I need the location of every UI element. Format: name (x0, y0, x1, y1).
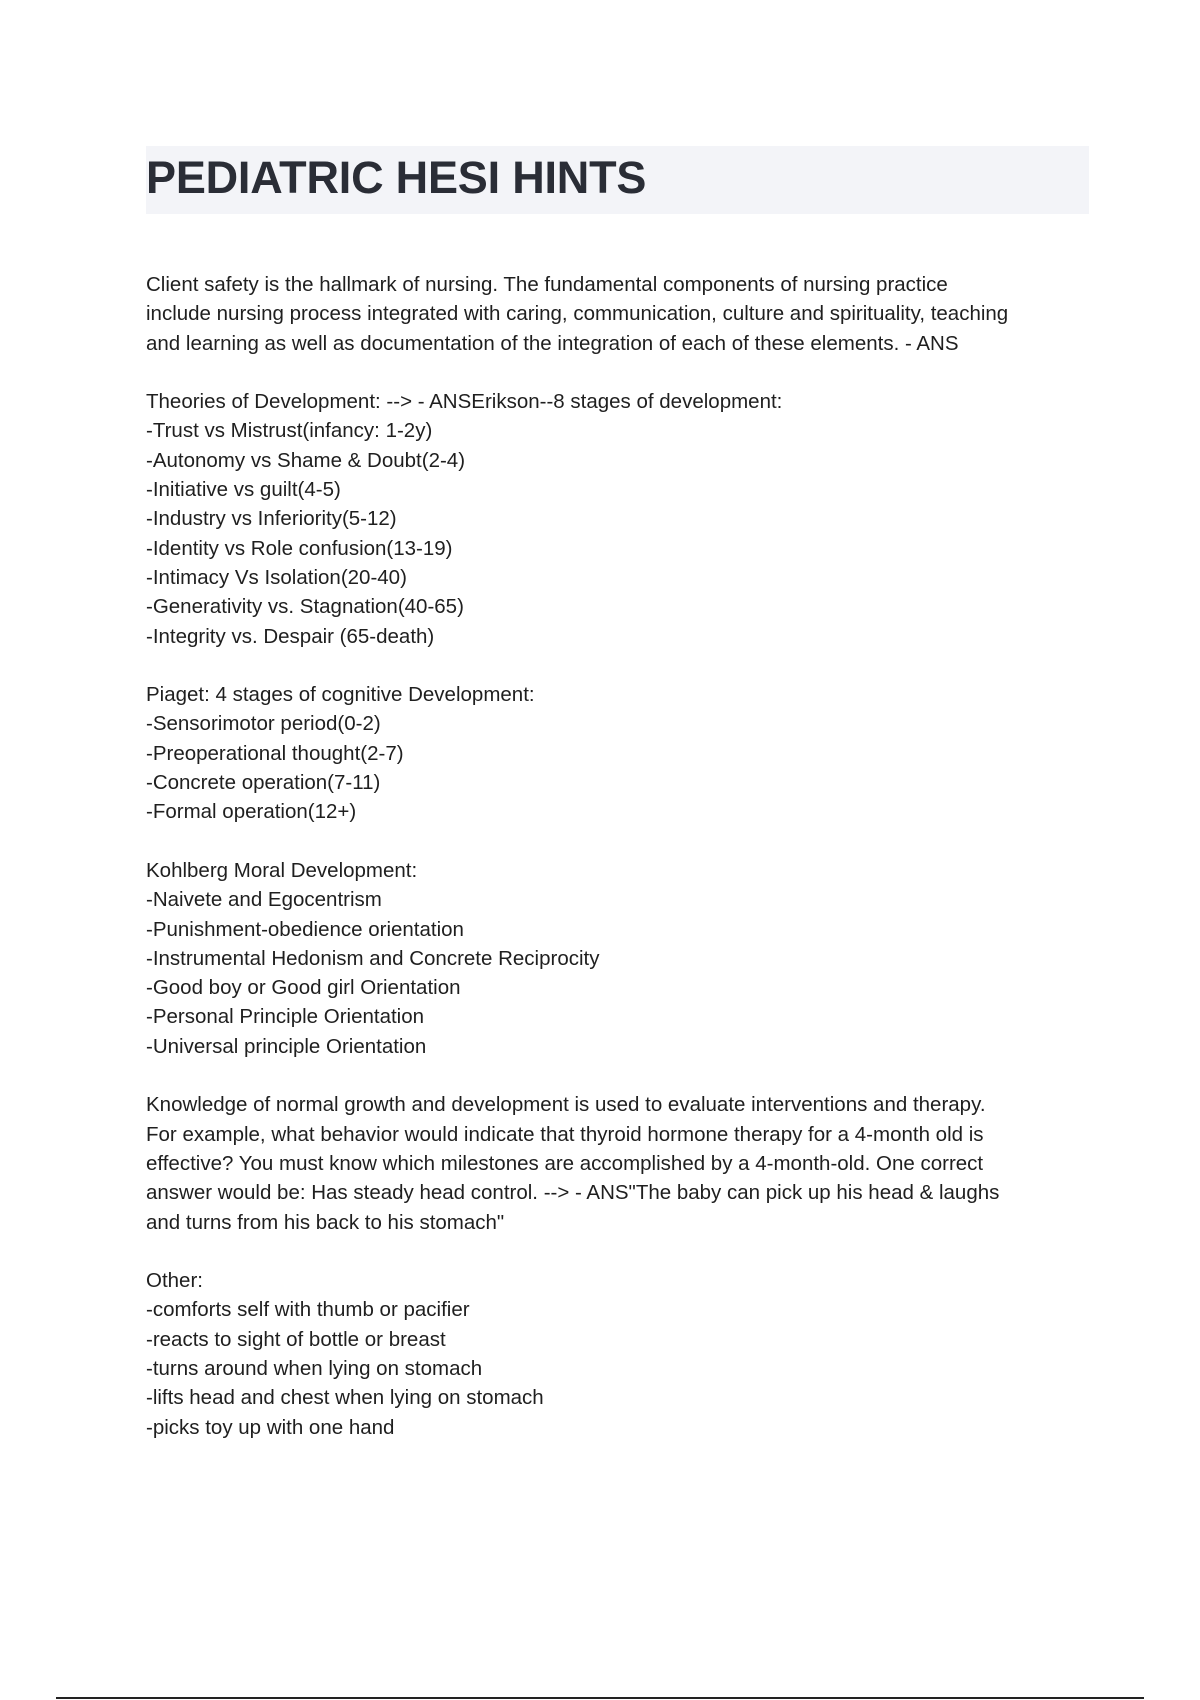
list-item: -picks toy up with one hand (146, 1415, 395, 1439)
list-item: -Trust vs Mistrust(infancy: 1-2y) (146, 419, 433, 443)
list-item: -Identity vs Role confusion(13-19) (146, 536, 453, 560)
piaget-heading: Piaget: 4 stages of cognitive Development: (146, 683, 535, 707)
intro-paragraph (146, 270, 1096, 358)
list-item: -Naivete and Egocentrism (146, 888, 382, 912)
list-item: -Intimacy Vs Isolation(20-40) (146, 565, 407, 589)
erikson-heading: Theories of Development: --> - ANSErikson--8 stages of development: (146, 390, 783, 414)
list-item: -Preoperational thought(2-7) (146, 741, 404, 765)
list-item: -Instrumental Hedonism and Concrete Reciprocity (146, 946, 600, 970)
list-item: -Industry vs Inferiority(5-12) (146, 507, 397, 531)
list-item: -Concrete operation(7-11) (146, 771, 381, 795)
list-item: -turns around when lying on stomach (146, 1356, 483, 1380)
intro-line: include nursing process integrated with caring, communication, culture and spirituality, teaching (146, 302, 1009, 326)
list-item: -Integrity vs. Despair (65-death) (146, 624, 435, 648)
list-item: -Universal principle Orientation (146, 1034, 427, 1058)
list-item: -Formal operation(12+) (146, 800, 357, 824)
intro-line: and learning as well as documentation of the integration of each of these elements. - ANS (146, 331, 959, 355)
list-item: -Generativity vs. Stagnation(40-65) (146, 595, 464, 619)
knowledge-line: For example, what behavior would indicate that thyroid hormone therapy for a 4-month old is (146, 1122, 984, 1146)
knowledge-line: Knowledge of normal growth and development is used to evaluate interventions and therapy. (146, 1093, 986, 1117)
list-item: -Personal Principle Orientation (146, 1005, 425, 1029)
list-item: -Punishment-obedience orientation (146, 917, 464, 941)
bottom-divider (56, 1697, 1144, 1699)
erikson-section (146, 387, 1096, 651)
list-item: -Sensorimotor period(0-2) (146, 712, 381, 736)
list-item: -Initiative vs guilt(4-5) (146, 478, 341, 502)
other-section (146, 1266, 1096, 1442)
list-item: -Good boy or Good girl Orientation (146, 976, 461, 1000)
other-heading: Other: (146, 1269, 203, 1293)
page-title: PEDIATRIC HESI HINTS (146, 152, 647, 203)
knowledge-line: and turns from his back to his stomach" (146, 1210, 505, 1234)
kohlberg-section (146, 856, 1096, 1061)
list-item: -reacts to sight of bottle or breast (146, 1327, 446, 1351)
list-item: -lifts head and chest when lying on stomach (146, 1386, 544, 1410)
intro-line: Client safety is the hallmark of nursing. The fundamental components of nursing practice (146, 273, 948, 296)
document-body (146, 270, 1096, 1471)
knowledge-line: effective? You must know which milestones are accomplished by a 4-month-old. One correct (146, 1151, 984, 1175)
knowledge-paragraph (146, 1090, 1096, 1236)
list-item: -comforts self with thumb or pacifier (146, 1298, 470, 1322)
list-item: -Autonomy vs Shame & Doubt(2-4) (146, 448, 466, 472)
kohlberg-heading: Kohlberg Moral Development: (146, 858, 418, 882)
piaget-section (146, 680, 1096, 826)
knowledge-line: answer would be: Has steady head control. --> - ANS"The baby can pick up his head & laughs (146, 1181, 1000, 1205)
